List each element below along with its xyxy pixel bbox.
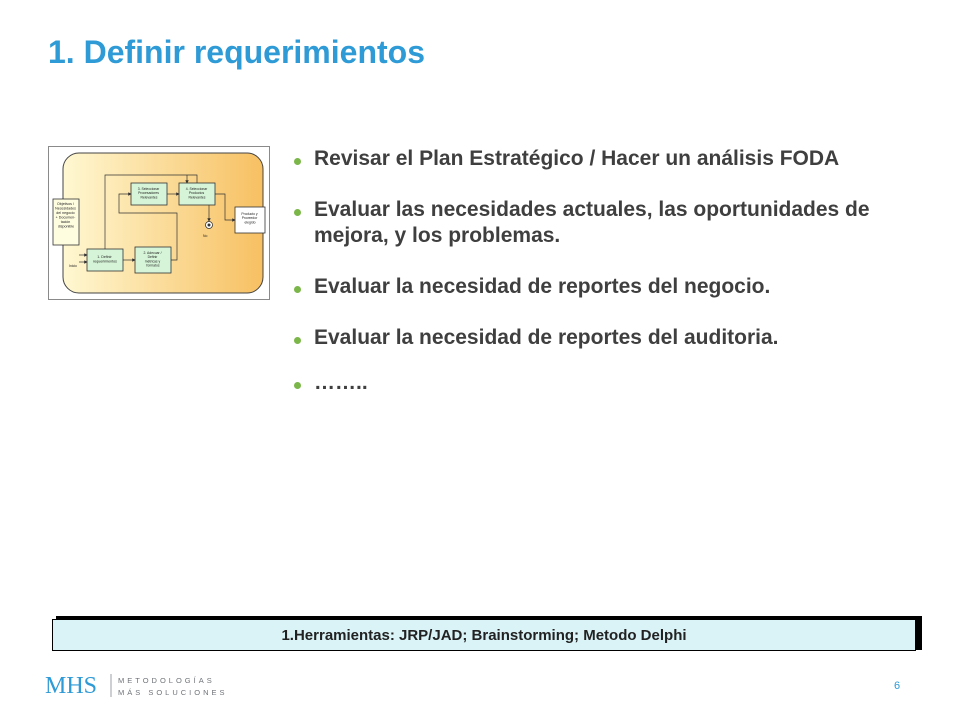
diagram-input-text: Objetivos / Necesidades del negocio + Documen- tación disponible (55, 202, 76, 229)
bullet-text: Evaluar la necesidad de reportes del negocio. (314, 275, 771, 298)
bullet-text: Evaluar la necesidad de reportes del auditoria. (314, 326, 779, 349)
logo-mark: MHS (45, 673, 98, 699)
diagram-output-text: Producto y Proveedor elegido (241, 212, 258, 225)
bullet-item (290, 325, 930, 351)
diagram-box-2-text: 2. Adecuar / Definir métricas y formatos (143, 251, 162, 268)
page-number: 6 (894, 680, 901, 692)
bullet-dot-icon (294, 337, 301, 344)
bullet-item (290, 146, 930, 172)
tools-text: 1.Herramientas: JRP/JAD; Brainstorming; Metodo Delphi (281, 626, 687, 644)
bullet-text: Revisar el Plan Estratégico / Hacer un análisis FODA (314, 147, 840, 170)
bullet-dot-icon (294, 158, 301, 165)
bullet-dot-icon (294, 382, 301, 389)
logo-line-1: METODOLOGÍAS (118, 676, 215, 685)
process-diagram-graphic (49, 147, 269, 299)
logo-line-2: MÁS SOLUCIONES (118, 688, 228, 697)
bullet-item (290, 370, 930, 396)
bullet-item (290, 197, 930, 249)
bullet-item (290, 274, 930, 300)
tools-box (52, 619, 916, 651)
bullet-list (290, 146, 930, 396)
slide-title: 1. Definir requerimientos (48, 34, 425, 70)
diagram-box-1-text: 1. Definir requerimientos (93, 255, 117, 264)
company-logo (45, 670, 255, 700)
process-diagram (48, 146, 270, 300)
diagram-box-4-text: 4. Seleccionar Productos Relevantes (185, 187, 208, 200)
bullet-text: …….. (314, 371, 368, 394)
diagram-inicio-label: Inicio (69, 264, 77, 268)
bullet-dot-icon (294, 286, 301, 293)
diagram-no-label: No (203, 234, 208, 238)
diagram-decision-dot (208, 224, 211, 227)
bullet-text: Evaluar las necesidades actuales, las oportunidades de mejora, y los problemas. (314, 198, 870, 247)
bullet-dot-icon (294, 209, 301, 216)
diagram-box-3-text: 3. Seleccionar Procesadores Relevantes (137, 187, 160, 200)
